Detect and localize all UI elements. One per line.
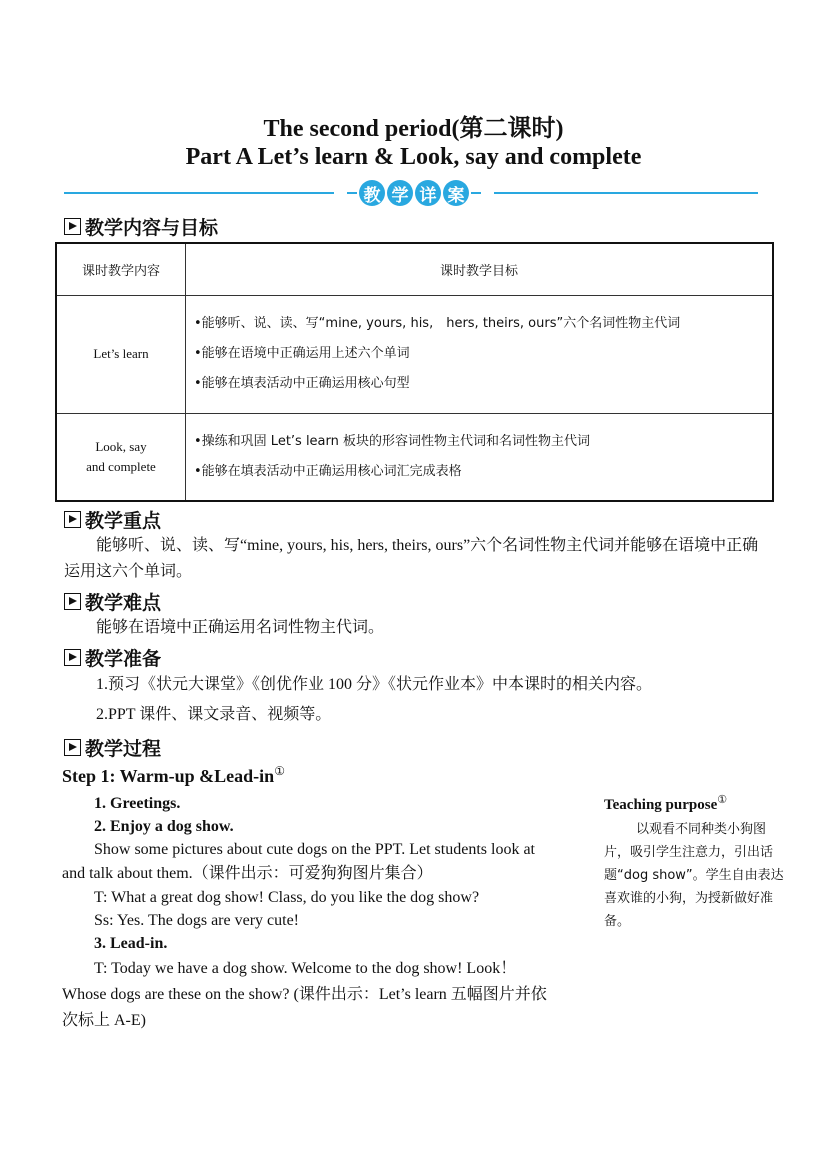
play-triangle-icon bbox=[64, 511, 81, 528]
preparation-item: 1.预习《状元大课堂》《创优作业 100 分》《状元作业本》中本课时的相关内容。 bbox=[96, 676, 653, 693]
banner-dash-right bbox=[471, 192, 481, 194]
play-triangle-icon bbox=[64, 739, 81, 756]
section-title: 教学过程 bbox=[85, 738, 162, 760]
goal-item: •能够在语境中正确运用上述六个单词 bbox=[194, 346, 410, 361]
footnote-mark: ① bbox=[717, 794, 728, 806]
section-key-points bbox=[64, 506, 161, 533]
banner-char: 教 bbox=[359, 180, 385, 206]
section-title: 教学重点 bbox=[85, 510, 162, 532]
play-triangle-icon bbox=[64, 218, 81, 235]
table-header-row bbox=[56, 243, 773, 295]
teaching-purpose-label: Teaching purpose bbox=[604, 797, 718, 813]
table-row bbox=[56, 413, 773, 501]
table-cell-content: Let’s learn bbox=[56, 295, 186, 413]
teaching-purpose-text: 以观看不同种类小狗图片，吸引学生注意力，引出话题“dog show”。学生自由表达喜欢谁的小狗，为授新做好准备。 bbox=[604, 822, 784, 929]
section-title: 教学内容与目标 bbox=[85, 217, 219, 239]
goal-item: •能够听、说、读、写“mine, yours, his, hers, theirs, ours”六个名词性物主代词 bbox=[194, 316, 681, 331]
banner-dash-left bbox=[347, 192, 357, 194]
play-triangle-icon bbox=[64, 593, 81, 610]
section-preparation bbox=[64, 644, 161, 671]
difficulties-text: 能够在语境中正确运用名词性物主代词。 bbox=[96, 619, 385, 636]
content-line: Look, say bbox=[95, 438, 147, 454]
preparation-item: 2.PPT 课件、课文录音、视频等。 bbox=[96, 706, 332, 723]
table-row bbox=[56, 295, 773, 413]
section-content-goals bbox=[64, 213, 218, 240]
goal-item: •能够在填表活动中正确运用核心句型 bbox=[194, 376, 410, 391]
step1-title-text: Step 1: Warm-up &Lead-in bbox=[62, 766, 275, 786]
banner-char: 案 bbox=[443, 180, 469, 206]
table-header-goals: 课时教学目标 bbox=[186, 243, 774, 295]
title-line-1: The second period(第二课时) bbox=[263, 116, 564, 142]
show-pictures-text: Show some pictures about cute dogs on the PPT. Let students look at and talk about them.（课件出示：可爱狗狗图片集合） bbox=[62, 841, 535, 882]
key-points-text: 能够听、说、读、写“mine, yours, his, hers, theirs, ours”六个名词性物主代词并能够在语境中正确运用这六个单词。 bbox=[64, 537, 759, 580]
teaching-purpose-title bbox=[604, 793, 727, 814]
banner-char: 详 bbox=[415, 180, 441, 206]
banner bbox=[334, 178, 494, 208]
dialogue-ss: Ss: Yes. The dogs are very cute! bbox=[94, 912, 300, 929]
section-process bbox=[64, 734, 161, 761]
footnote-mark: ① bbox=[274, 764, 285, 778]
enjoy-dog-show: 2. Enjoy a dog show. bbox=[94, 818, 234, 835]
title-line-2: Part A Let’s learn & Look, say and complete bbox=[185, 144, 642, 170]
content-line: and complete bbox=[86, 458, 156, 474]
table-cell-goals bbox=[186, 413, 774, 501]
dialogue-t-leadin: T: Today we have a dog show. Welcome to the dog show! Look！Whose dogs are these on the show? (课件出示：Let’s learn 五幅图片并依次标上 A-E) bbox=[62, 960, 547, 1029]
banner-char: 学 bbox=[387, 180, 413, 206]
goal-item: •能够在填表活动中正确运用核心词汇完成表格 bbox=[194, 463, 462, 479]
greetings: 1. Greetings. bbox=[94, 795, 181, 812]
section-title: 教学难点 bbox=[85, 592, 162, 614]
section-difficulties bbox=[64, 588, 161, 615]
table-cell-content bbox=[56, 413, 186, 501]
lead-in: 3. Lead-in. bbox=[94, 935, 168, 952]
table-cell-goals bbox=[186, 295, 774, 413]
table-header-content: 课时教学内容 bbox=[56, 243, 186, 295]
dialogue-t: T: What a great dog show! Class, do you like the dog show? bbox=[94, 889, 480, 906]
step1-title bbox=[62, 764, 285, 787]
section-title: 教学准备 bbox=[85, 648, 162, 670]
play-triangle-icon bbox=[64, 649, 81, 666]
objectives-table bbox=[55, 242, 774, 502]
goal-item: •操练和巩固 Let’s learn 板块的形容词性物主代词和名词性物主代词 bbox=[194, 433, 591, 449]
